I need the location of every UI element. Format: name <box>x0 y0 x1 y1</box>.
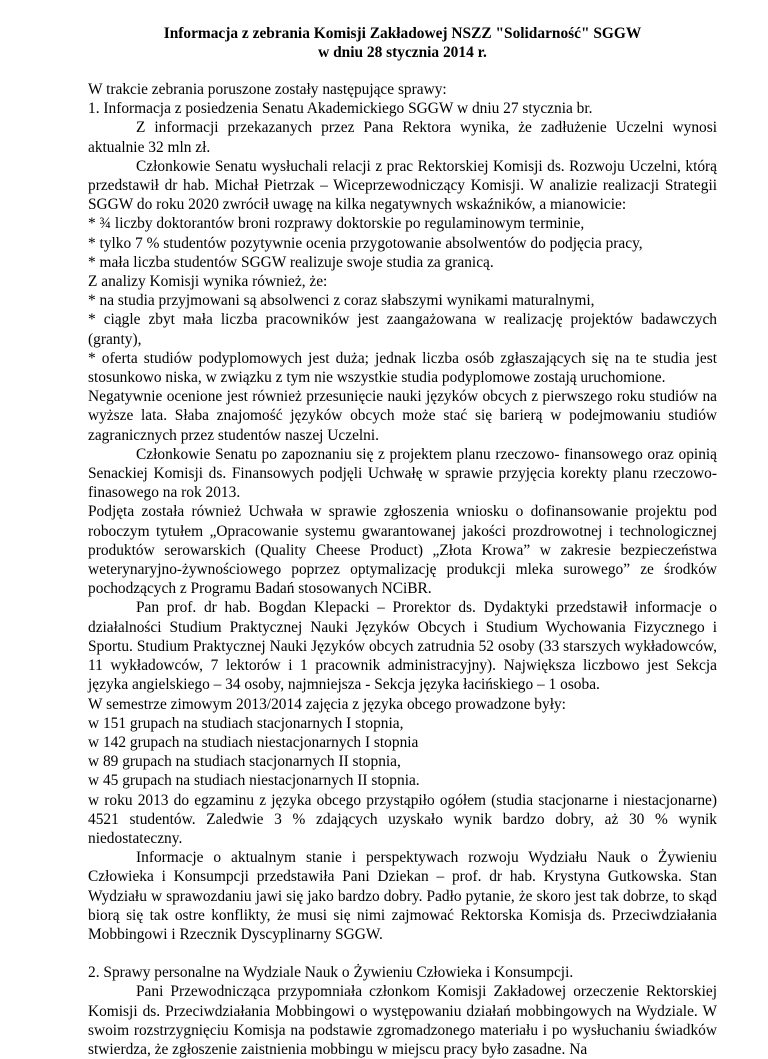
document-title <box>88 24 717 62</box>
paragraph: Pani Przewodnicząca przypomniała członkom Komisji Zakładowej orzeczenie Rektorskiej Komisji ds. Przeciwdziałania Mobbingowi o występowaniu działań mobbingowych na Wydziale. W swoim rozstrzygnięciu Komisja na podstawie zgromadzonego materiału i po wysłuchaniu świadków stwierdza, że zgłoszenie zaistnienia mobbingu w miejscu pracy było zasadne. Na <box>88 983 717 1058</box>
list-item: * ¾ liczby doktorantów broni rozprawy doktorskie po regulaminowym terminie, <box>88 215 585 233</box>
paragraph-gap <box>88 944 717 963</box>
paragraph: Negatywnie ocenione jest również przesunięcie nauki języków obcych z pierwszego roku studiów na wyższe lata. Słaba znajomość języków obcych może stać się barierą w podejmowaniu studiów zagranicznych przez studentów naszej Uczelni. <box>88 388 717 444</box>
list-item: w 142 grupach na studiach niestacjonarnych I stopnia <box>88 733 419 751</box>
paragraph: Członkowie Senatu wysłuchali relacji z prac Rektorskiej Komisji ds. Rozwoju Uczelni, którą przedstawił dr hab. Michał Pietrzak – Wiceprzewodniczący Komisji. W analizie realizacji Strategii SGGW do roku 2020 zwrócił uwagę na kilka negatywnych wskaźników, a mianowicie: <box>88 157 717 214</box>
list-item: * na studia przyjmowani są absolwenci z coraz słabszymi wynikami maturalnymi, <box>88 292 595 310</box>
list-item: w 89 grupach na studiach stacjonarnych II stopnia, <box>88 753 401 771</box>
list-item: w 151 grupach na studiach stacjonarnych I stopnia, <box>88 714 404 732</box>
list-item: * oferta studiów podyplomowych jest duża; jednak liczba osób zgłaszających się na te studia jest stosunkowo niska, w związku z tym nie wszystkie studia podyplomowe zostają uruchomione. <box>88 349 717 387</box>
paragraph: Informacje o aktualnym stanie i perspektywach rozwoju Wydziału Nauk o Żywieniu Człowieka i Konsumpcji przedstawiła Pani Dziekan – prof. dr hab. Krystyna Gutkowska. Stan Wydziału w sprawozdaniu jawi się jako bardzo dobry. Padło pytanie, że skoro jest tak dobrze, to skąd biorą się tak ostre konflikty, że musi się nimi zajmować Rektorska Komisja ds. Przeciwdziałania Mobbingowi i Rzecznik Dyscyplinarny SGGW. <box>88 849 717 943</box>
paragraph: Z analizy Komisji wynika również, że: <box>88 273 328 291</box>
list-item: w 45 grupach na studiach niestacjonarnych II stopnia. <box>88 772 420 790</box>
title-line-2: w dniu 28 stycznia 2014 r. <box>318 44 487 61</box>
list-item: * tylko 7 % studentów pozytywnie ocenia przygotowanie absolwentów do podjęcia pracy, <box>88 234 643 252</box>
paragraph: Członkowie Senatu po zapoznaniu się z projektem planu rzeczowo- finansowego oraz opinią Senackiej Komisji ds. Finansowych podjęli Uchwałę w sprawie przyjęcia korekty planu rzeczowo-finasowego na rok 2013. <box>88 445 717 502</box>
title-line-1: Informacja z zebrania Komisji Zakładowej NSZZ "Solidarność" SGGW <box>163 25 642 42</box>
list-item: * ciągle zbyt mała liczba pracowników jest zaangażowana w realizację projektów badawczych (granty), <box>88 311 717 348</box>
section-2-heading: 2. Sprawy personalne na Wydziale Nauk o Żywieniu Człowieka i Konsumpcji. <box>88 964 574 982</box>
section-1-heading: 1. Informacja z posiedzenia Senatu Akademickiego SGGW w dniu 27 stycznia br. <box>88 100 593 118</box>
paragraph: w roku 2013 do egzaminu z języka obcego przystąpiło ogółem (studia stacjonarne i niestacjonarne) 4521 studentów. Zaledwie 3 % zdających uzyskało wynik bardzo dobry, aż 30 % wynik niedostateczny. <box>88 791 717 847</box>
list-item: * mała liczba studentów SGGW realizuje swoje studia za granicą. <box>88 253 494 271</box>
paragraph: W semestrze zimowym 2013/2014 zajęcia z języka obcego prowadzone były: <box>88 695 566 713</box>
paragraph: Pan prof. dr hab. Bogdan Klepacki – Prorektor ds. Dydaktyki przedstawił informacje o działalności Studium Praktycznej Nauki Języków Obcych i Studium Wychowania Fizycznego i Sportu. Studium Praktycznej Nauki Języków obcych zatrudnia 52 osoby (33 starszych wykładowców, 11 wykładowców, 7 lektorów i 1 pracownik administracyjny). Największa liczbowo jest Sekcja języka angielskiego – 34 osoby, najmniejsza - Sekcja języka łacińskiego – 1 osoba. <box>88 599 717 694</box>
paragraph: Podjęta została również Uchwała w sprawie zgłoszenia wniosku o dofinansowanie projektu pod roboczym tytułem „Opracowanie systemu gwarantowanej jakości prozdrowotnej i technologicznej produktów serowarskich (Quality Cheese Product) „Złota Krowa” w zakresie bezpieczeństwa weterynaryjno-żywnościowego poprzez optymalizację produkcji mleka surowego” ze środków pochodzących z Programu Badań stosowanych NCiBR. <box>88 503 717 598</box>
intro-paragraph: W trakcie zebrania poruszone zostały następujące sprawy: <box>88 81 447 98</box>
document-body <box>88 80 717 1059</box>
paragraph: Z informacji przekazanych przez Pana Rektora wynika, że zadłużenie Uczelni wynosi aktualnie 32 mln zł. <box>88 119 717 156</box>
